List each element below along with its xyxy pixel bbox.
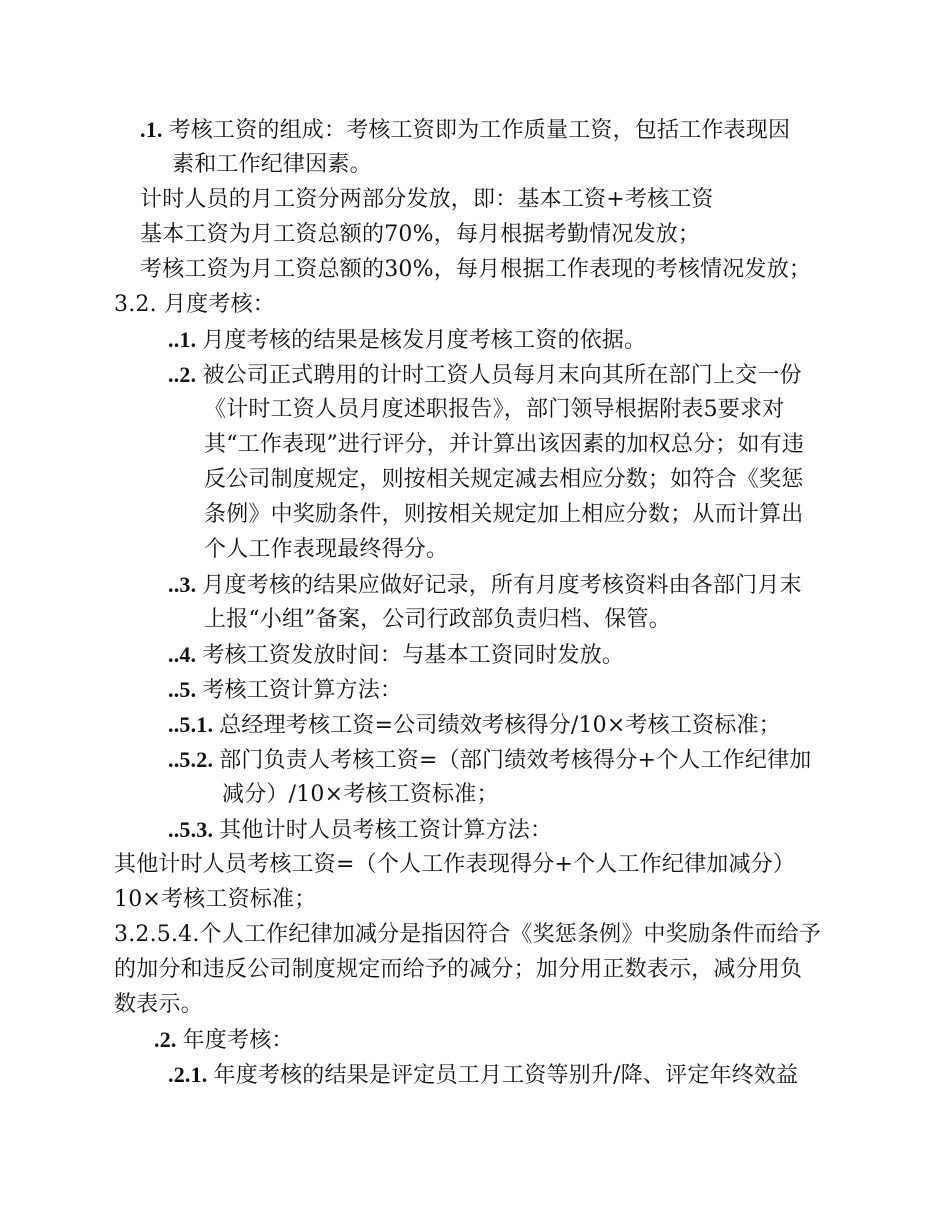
item-2-line-4 (204, 465, 803, 495)
item-5-1 (168, 710, 781, 741)
item-number: ..5.1. (168, 712, 214, 737)
item-number: ..2. (168, 362, 197, 387)
item-text: 上报“小组”备案，公司行政部负责归档、保管。 (204, 607, 671, 632)
item-text: 反公司制度规定，则按相关规定减去相应分数；如符合《奖惩 (204, 467, 804, 492)
note-line-1 (114, 920, 821, 950)
section-heading-3-2 (114, 290, 275, 320)
item-2-line-5 (204, 500, 803, 530)
paragraph-text: 计时人员的月工资分两部分发放，即：基本工资+考核工资 (140, 187, 714, 212)
item-3-line-1 (168, 570, 802, 601)
item-2-line-3 (204, 430, 804, 460)
item-text: 部门负责人考核工资=（部门绩效考核得分+个人工作纪律加 (219, 748, 812, 773)
item-number: ..5.2. (168, 747, 214, 772)
item-annual-1 (168, 1060, 798, 1091)
paragraph-text: 数表示。 (114, 992, 203, 1017)
item-1 (168, 325, 646, 356)
item-3-line-2 (204, 605, 671, 635)
item-5-2-line-1 (168, 745, 811, 776)
paragraph-line (140, 185, 714, 215)
item-5-2-line-2 (222, 780, 499, 810)
item-text: 考核工资发放时间：与基本工资同时发放。 (202, 643, 625, 668)
item-number: ..5. (168, 677, 197, 702)
section-number: .1. (140, 117, 163, 142)
item-number: ..4. (168, 642, 197, 667)
item-text: 总经理考核工资=公司绩效考核得分/10×考核工资标准； (219, 713, 781, 738)
note-line-3 (114, 990, 203, 1020)
paragraph-line (140, 220, 700, 250)
item-2-line-1 (168, 360, 802, 391)
paragraph-text: 3.2.5.4.个人工作纪律加减分是指因符合《奖惩条例》中奖励条件而给予 (114, 922, 822, 947)
item-number: ..5.3. (168, 817, 214, 842)
heading-text: 3.2. 月度考核： (114, 292, 275, 317)
paragraph-text: 其他计时人员考核工资=（个人工作表现得分+个人工作纪律加减分） (114, 852, 796, 877)
formula-line-1 (114, 850, 795, 880)
item-4 (168, 640, 624, 671)
item-text: 其他计时人员考核工资计算方法： (219, 818, 553, 843)
section-1-line-2 (172, 150, 372, 180)
item-5 (168, 675, 402, 706)
item-text: 其“工作表现”进行评分，并计算出该因素的加权总分；如有违 (204, 432, 805, 457)
item-number: ..1. (168, 327, 197, 352)
paragraph-text: 10×考核工资标准； (114, 887, 317, 912)
paragraph-text: 考核工资的组成：考核工资即为工作质量工资，包括工作表现因 (168, 118, 791, 143)
item-text: 条例》中奖励条件，则按相关规定加上相应分数；从而计算出 (204, 502, 804, 527)
paragraph-line (140, 255, 811, 285)
item-text: 考核工资计算方法： (202, 678, 403, 703)
item-2-line-6 (204, 535, 448, 565)
formula-line-2 (114, 885, 316, 915)
item-text: 被公司正式聘用的计时工资人员每月末向其所在部门上交一份 (202, 363, 802, 388)
item-text: 月度考核的结果应做好记录，所有月度考核资料由各部门月末 (202, 573, 802, 598)
item-text: 减分）/10×考核工资标准； (222, 782, 499, 807)
item-number: .2.1. (168, 1062, 208, 1087)
item-2-line-2 (204, 395, 784, 425)
section-1-line-1 (140, 115, 790, 146)
item-5-3 (168, 815, 552, 846)
heading-text: 年度考核： (182, 1028, 294, 1053)
section-annual (154, 1025, 294, 1056)
section-number: .2. (154, 1027, 177, 1052)
paragraph-text: 的加分和违反公司制度规定而给予的减分；加分用正数表示，减分用负 (114, 957, 803, 982)
paragraph-text: 素和工作纪律因素。 (172, 152, 372, 177)
note-line-2 (114, 955, 802, 985)
item-number: ..3. (168, 572, 197, 597)
paragraph-text: 考核工资为月工资总额的30%，每月根据工作表现的考核情况发放； (140, 257, 812, 282)
item-text: 月度考核的结果是核发月度考核工资的依据。 (202, 328, 647, 353)
item-text: 个人工作表现最终得分。 (204, 537, 449, 562)
item-text: 《计时工资人员月度述职报告》，部门领导根据附表5要求对 (204, 397, 785, 422)
item-text: 年度考核的结果是评定员工月工资等别升/降、评定年终效益 (213, 1063, 799, 1088)
paragraph-text: 基本工资为月工资总额的70%，每月根据考勤情况发放； (140, 222, 701, 247)
